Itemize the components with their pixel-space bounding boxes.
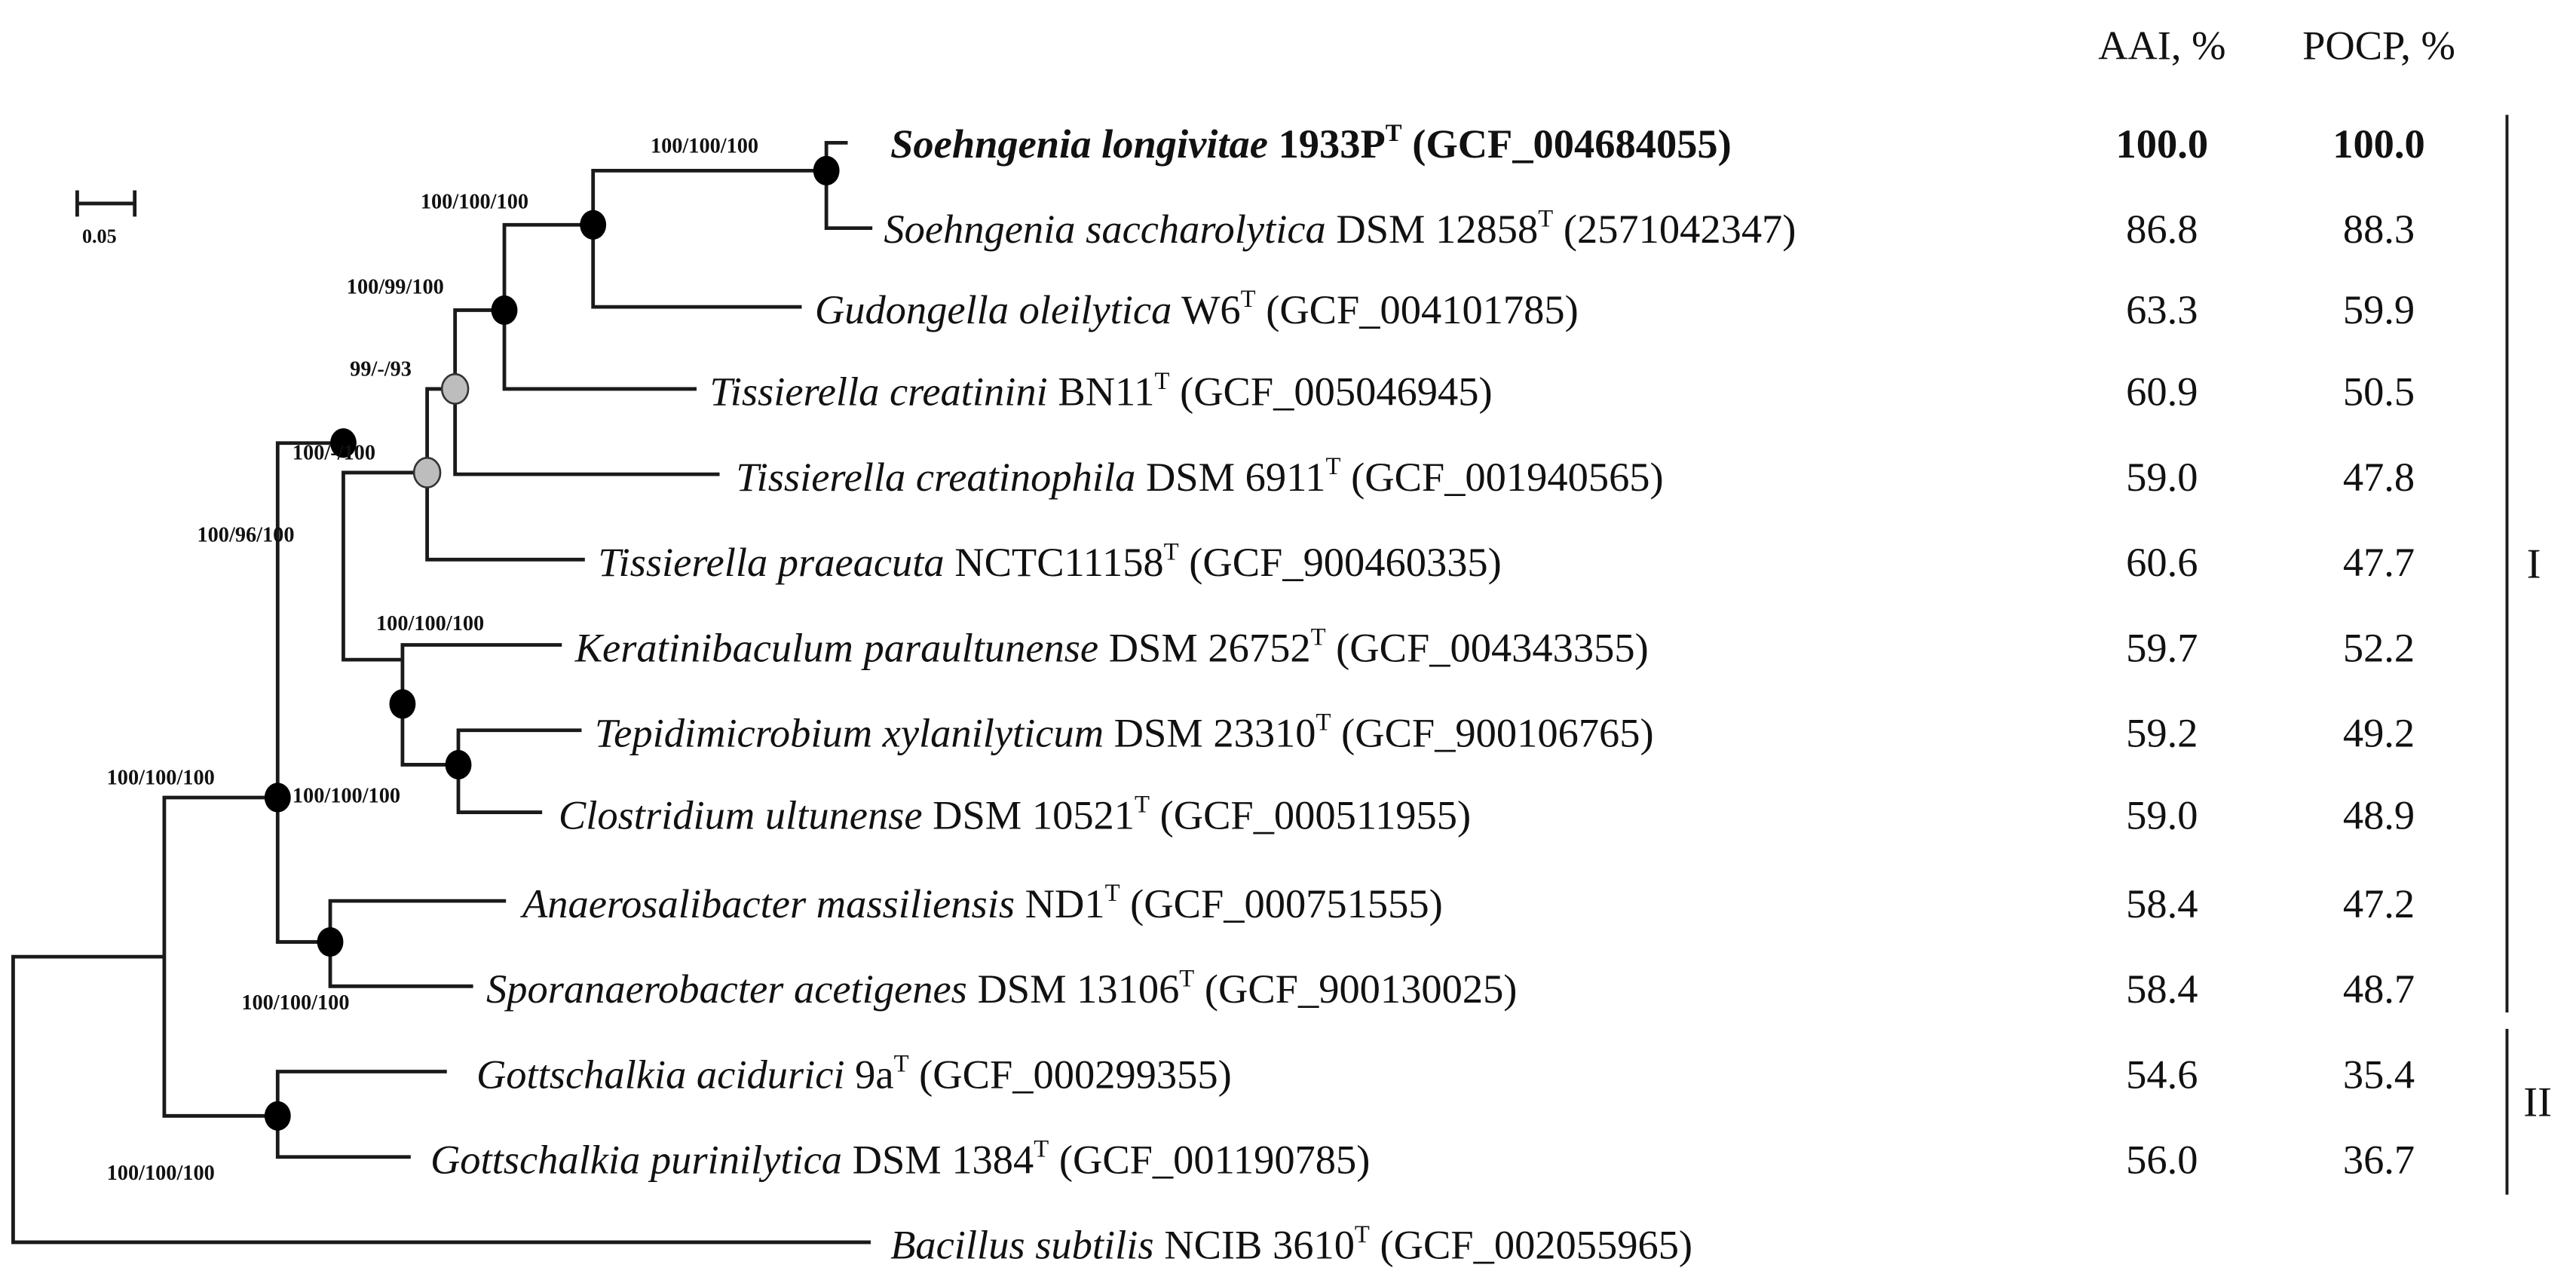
pocp-value: 48.9 — [2342, 792, 2415, 838]
taxon-label: Tissierella creatinini $BN11^T$ (GCF_005046945) — [709, 367, 1493, 415]
support-label: 100/100/100 — [420, 190, 529, 214]
column-header-aai: AAI, % — [2098, 22, 2226, 69]
taxon-label: Soehngenia longivitae $1933P^T$ (GCF_004684055) — [890, 120, 1732, 167]
taxon-label: Bacillus subtilis NCIB $3610^T$ (GCF_002055965) — [890, 1220, 1693, 1268]
support-label: 99/-/93 — [350, 357, 412, 381]
pocp-value: 47.7 — [2342, 539, 2415, 586]
support-label: 100/100/100 — [241, 991, 350, 1015]
taxon-labels — [430, 120, 1796, 1267]
identity-values — [2116, 121, 2425, 1182]
pocp-value: 35.4 — [2342, 1051, 2415, 1098]
pocp-value: 49.2 — [2342, 709, 2415, 756]
taxon-label: Keratinibaculum paraultunense DSM $26752^T$ (GCF_004343355) — [574, 623, 1649, 671]
support-label: 100/99/100 — [346, 275, 444, 299]
aai-value: 59.7 — [2126, 624, 2198, 671]
taxon-label: Anaerosalibacter massiliensis $ND1^T$ (GCF_000751555) — [522, 880, 1443, 926]
aai-value: 56.0 — [2126, 1136, 2198, 1183]
node-full-support — [580, 210, 606, 240]
scale-bar-label: 0.05 — [81, 225, 117, 248]
pocp-value: 88.3 — [2342, 206, 2415, 253]
taxon-label: Tepidimicrobium xylanilyticum DSM $23310^T$ (GCF_900106765) — [594, 709, 1654, 756]
aai-value: 58.4 — [2126, 966, 2198, 1012]
taxon-label: Tissierella praeacuta $NCTC11158^T$ (GCF_900460335) — [598, 538, 1502, 586]
support-label: 100/96/100 — [197, 523, 295, 547]
pocp-value: 47.2 — [2342, 880, 2415, 926]
taxon-label: Soehngenia saccharolytica DSM $12858^T$ (2571042347) — [884, 205, 1796, 253]
support-label: 100/100/100 — [650, 134, 759, 158]
node-full-support — [265, 1101, 291, 1131]
pocp-value: 47.8 — [2342, 453, 2415, 500]
aai-value: 60.6 — [2126, 539, 2198, 586]
node-full-support — [446, 750, 472, 779]
taxon-label: Tissierella creatinophila DSM $6911^T$ (GCF_001940565) — [736, 453, 1664, 500]
pocp-value: 59.9 — [2342, 286, 2415, 332]
taxon-label: Gottschalkia purinilytica DSM $1384^T$ (GCF_001190785) — [430, 1135, 1371, 1183]
node-partial-support — [414, 458, 440, 487]
aai-value: 59.0 — [2126, 792, 2198, 838]
pocp-value: 36.7 — [2342, 1136, 2415, 1183]
group-brackets — [2507, 115, 2552, 1194]
node-partial-support — [442, 374, 468, 403]
aai-value: 59.0 — [2126, 453, 2198, 500]
support-label: 100/100/100 — [376, 611, 485, 635]
aai-value: 59.2 — [2126, 709, 2198, 756]
pocp-value: 100.0 — [2332, 121, 2425, 167]
node-full-support — [389, 689, 415, 718]
support-label: 100/100/100 — [106, 766, 215, 790]
node-full-support — [317, 927, 344, 957]
taxon-label: Clostridium ultunense DSM $10521^T$ (GCF_000511955) — [558, 791, 1472, 838]
support-label: 100/100/100 — [292, 784, 401, 808]
pocp-value: 48.7 — [2342, 966, 2415, 1012]
aai-value: 100.0 — [2115, 121, 2209, 167]
support-label: 100/100/100 — [106, 1162, 215, 1186]
group-label-II: II — [2523, 1079, 2552, 1126]
taxon-label: Gottschalkia acidurici $9a^T$ (GCF_000299355) — [476, 1050, 1232, 1098]
pocp-value: 52.2 — [2342, 624, 2415, 671]
pocp-value: 50.5 — [2342, 368, 2415, 415]
group-label-I: I — [2526, 540, 2541, 588]
aai-value: 60.9 — [2126, 368, 2198, 415]
aai-value: 86.8 — [2126, 206, 2198, 253]
support-label: 100/-/100 — [292, 441, 376, 465]
taxon-label: Gudongella oleilytica $W6^T$ (GCF_004101785) — [814, 286, 1579, 332]
taxon-label: Sporanaerobacter acetigenes DSM $13106^T$ (GCF_900130025) — [486, 965, 1518, 1012]
node-full-support — [492, 296, 518, 325]
aai-value: 58.4 — [2126, 880, 2198, 926]
node-full-support — [265, 782, 291, 812]
aai-value: 54.6 — [2126, 1051, 2198, 1098]
column-header-pocp: POCP, % — [2302, 22, 2455, 69]
node-full-support — [813, 156, 840, 185]
aai-value: 63.3 — [2126, 286, 2198, 332]
scale-bar — [77, 191, 134, 248]
